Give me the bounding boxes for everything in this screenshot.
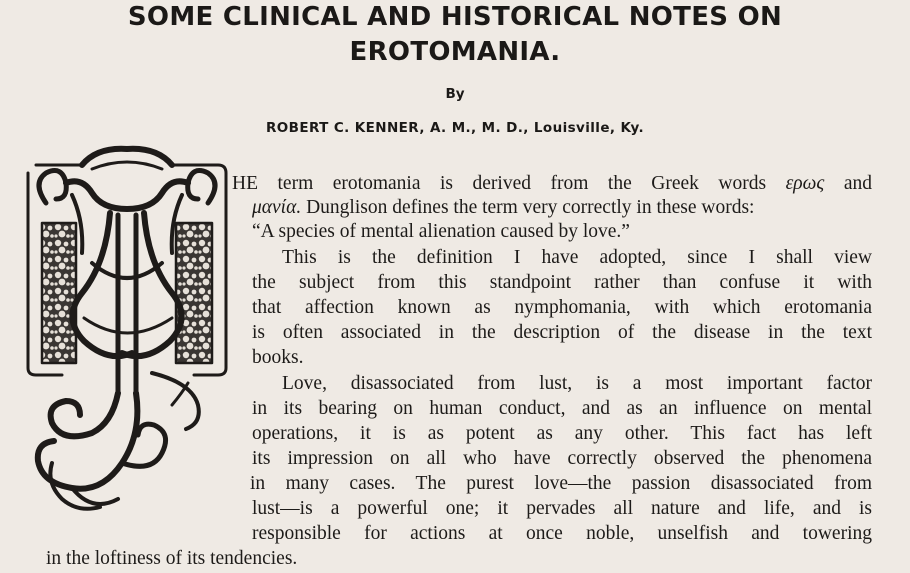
- author-line: ROBERT C. KENNER, A. M., M. D., Louisville, Ky.: [265, 120, 645, 136]
- greek-word-mania: μανία.: [252, 197, 302, 218]
- paragraph-3-line-4: its impression on all who have correctly observed the phenomena: [252, 448, 872, 469]
- paragraph-3-line-2: in its bearing on human conduct, and as an influence on mental: [252, 398, 872, 419]
- paragraph-1-line-2: [252, 196, 754, 220]
- article-title-line-2: EROTOMANIA.: [349, 37, 561, 67]
- byline-by: By: [445, 86, 465, 102]
- paragraph-3-line-7: responsible for actions at once noble, unselfish and towering: [252, 523, 872, 544]
- paragraph-1-line-1-end: and: [824, 173, 872, 194]
- paragraph-2-line-4: is often associated in the description of the disease in the text: [252, 322, 872, 343]
- paragraph-1-line-1-start: HE term erotomania is derived from the Greek words: [232, 173, 786, 194]
- article-title-line-1: SOME CLINICAL AND HISTORICAL NOTES ON: [127, 2, 783, 32]
- ornamental-drop-cap-t-icon: [22, 143, 234, 523]
- paragraph-1-line-2-rest: Dunglison defines the term very correctly in these words:: [301, 197, 755, 218]
- paragraph-3-line-8: in the loftiness of its tendencies.: [46, 548, 298, 569]
- paragraph-1-line-3: “A species of mental alienation caused by love.”: [252, 221, 630, 242]
- paragraph-2-line-1: This is the definition I have adopted, since I shall view: [282, 247, 872, 268]
- paragraph-3-line-1: Love, disassociated from lust, is a most important factor: [282, 373, 872, 394]
- paragraph-2-line-2: the subject from this standpoint rather than confuse it with: [252, 272, 872, 293]
- greek-word-eros: ερως: [785, 173, 825, 194]
- paragraph-2-line-5: books.: [252, 347, 304, 368]
- paragraph-3-line-3: operations, it is as potent as any other. This fact has left: [252, 423, 872, 444]
- paragraph-1-line-1: [232, 172, 872, 197]
- paragraph-3-line-6: lust—is a powerful one; it pervades all nature and life, and is: [252, 498, 872, 519]
- paragraph-2-line-3: that affection known as nymphomania, with which erotomania: [252, 297, 872, 318]
- paragraph-3-line-5: in many cases. The purest love—the passion disassociated from: [250, 473, 872, 494]
